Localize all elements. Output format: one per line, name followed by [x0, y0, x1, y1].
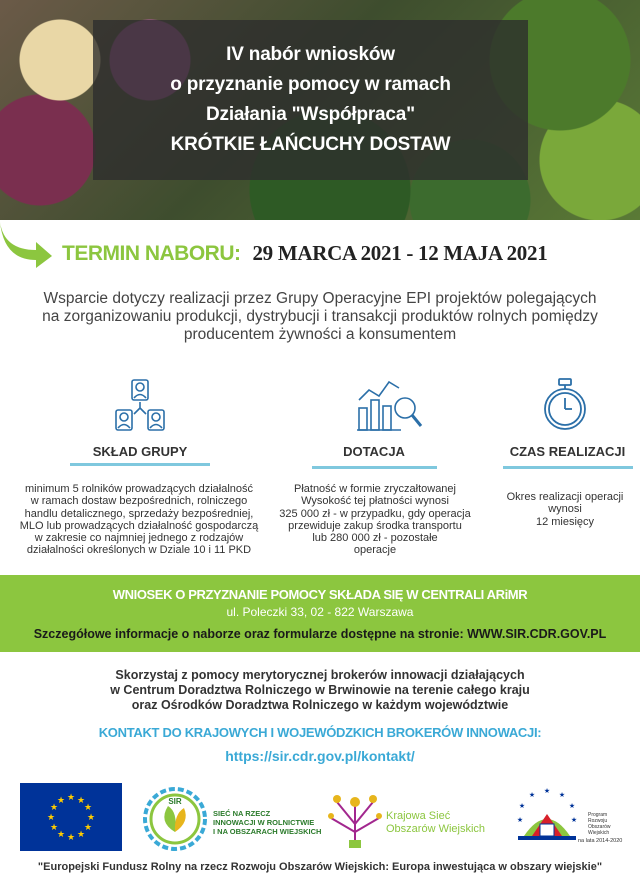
- prow-logo-line: Wiejskich: [588, 830, 610, 836]
- svg-text:★: ★: [543, 787, 551, 795]
- green-arrow-icon: [0, 220, 52, 268]
- svg-text:★: ★: [56, 830, 66, 840]
- sir-logo: [138, 782, 212, 856]
- column-text-line: w ramach dostaw bezpośrednich, rolniczego: [30, 495, 248, 508]
- column-text-line: Okres realizacji operacji: [506, 491, 624, 503]
- term-dates: 29 MARCA 2021 - 12 MAJA 2021: [252, 241, 548, 265]
- chart-magnifier-icon: [355, 378, 423, 434]
- prow-logo-line: Program: [588, 812, 608, 818]
- hero-title-line: o przyznanie pomocy w ramach: [170, 74, 451, 95]
- prow-logo: [510, 784, 584, 846]
- column-text-line: działalności określonych w Dziale 10 i 11 PKD: [26, 544, 252, 557]
- column-divider: [503, 466, 633, 469]
- column-text-grant: [275, 483, 475, 557]
- svg-text:★: ★: [66, 793, 76, 803]
- sir-logo-line: SIEĆ NA RZECZ: [213, 809, 271, 818]
- column-title-time: CZAS REALIZACJI: [509, 444, 626, 459]
- term-label: TERMIN NABORU:: [62, 242, 241, 265]
- hero-title-line: Działania "Współpraca": [206, 104, 415, 125]
- address-text: ul. Poleczki 33, 02 - 822 Warszawa: [226, 605, 414, 619]
- footer-slogan: "Europejski Fundusz Rolny na rzecz Rozwoju Obszarów Wiejskich: Europa inwestująca w obszary wiejskie": [37, 861, 603, 873]
- svg-text:★: ★: [83, 823, 93, 833]
- help-line: oraz Ośrodków Doradztwa Rolniczego w każdym województwie: [131, 698, 509, 712]
- intro-line: producentem żywności a konsumentem: [183, 326, 457, 343]
- intro-line: na zorganizowaniu produkcji, dystrybucji i transakcji produktów rolnych pomiędzy: [42, 308, 598, 325]
- svg-text:★: ★: [86, 813, 96, 823]
- prow-logo-text: [588, 812, 638, 836]
- svg-text:★: ★: [49, 803, 59, 813]
- group-icon: [114, 378, 166, 434]
- column-text-line: handlu detalicznego, sprzedaży bezpośredniej,: [24, 507, 254, 520]
- prow-logo-line: Rozwoju: [588, 818, 608, 824]
- ksow-logo: [325, 784, 385, 850]
- column-divider: [312, 466, 437, 469]
- ksow-logo-line: Obszarów Wiejskich: [386, 823, 486, 835]
- column-text-line: w zakresie co najmniej jednego z rodzajów: [34, 532, 244, 545]
- prow-logo-line: Obszarów: [588, 824, 611, 830]
- sir-logo-line: I NA OBSZARACH WIEJSKICH: [213, 827, 322, 836]
- column-text-line: wynosi: [548, 503, 582, 516]
- help-line: Skorzystaj z pomocy merytorycznej brokerów innowacji działających: [115, 668, 525, 682]
- svg-text:★: ★: [76, 796, 86, 806]
- column-text-line: przewiduje zakup środka transportu: [288, 519, 462, 532]
- hero-title-box: [93, 20, 528, 180]
- help-line: w Centrum Doradztwa Rolniczego w Brwinowie na terenie całego kraju: [110, 683, 530, 697]
- svg-text:★: ★: [56, 796, 66, 806]
- svg-text:★: ★: [528, 791, 536, 799]
- column-divider: [70, 463, 210, 466]
- column-text-line: 325 000 zł - w przypadku, gdy operacja: [279, 507, 471, 520]
- prow-logo-years: na lata 2014-2020: [578, 838, 623, 844]
- svg-text:★: ★: [46, 813, 56, 823]
- intro-line: Wsparcie dotyczy realizacji przez Grupy Operacyjne EPI projektów polegających: [43, 290, 597, 307]
- details-info-text: Szczegółowe informacje o naborze oraz formularze dostępne na stronie: WWW.SIR.CDR.GOV.PL: [33, 627, 607, 641]
- application-heading: WNIOSEK O PRZYZNANIE POMOCY SKŁADA SIĘ W CENTRALI ARiMR: [112, 587, 528, 602]
- column-title-group: SKŁAD GRUPY: [92, 444, 188, 459]
- svg-text:★: ★: [558, 791, 566, 799]
- stopwatch-icon: [541, 377, 589, 433]
- hero-title-line: KRÓTKIE ŁAŃCUCHY DOSTAW: [170, 134, 451, 155]
- column-text-line: 12 miesięcy: [535, 515, 595, 528]
- ksow-logo-line: Krajowa Sieć: [386, 810, 451, 822]
- contact-heading: KONTAKT DO KRAJOWYCH I WOJEWÓDZKICH BROKERÓW INNOWACJI:: [98, 725, 542, 740]
- column-text-line: minimum 5 rolników prowadzących działalność: [24, 483, 254, 495]
- hero-image: [0, 0, 640, 220]
- svg-text:★: ★: [49, 823, 59, 833]
- column-text-time: [495, 491, 635, 528]
- sir-logo-line: INNOWACJI W ROLNICTWIE: [213, 818, 315, 827]
- svg-text:★: ★: [518, 802, 526, 810]
- svg-text:★: ★: [66, 833, 76, 843]
- sir-badge: SIR: [168, 797, 182, 806]
- column-text-group: [8, 483, 270, 557]
- help-text: [40, 668, 600, 713]
- column-title-grant: DOTACJA: [343, 444, 405, 459]
- term-heading: [62, 241, 622, 271]
- hero-title-line: IV nabór wniosków: [226, 44, 395, 65]
- intro-text: [20, 290, 620, 344]
- column-text-line: Płatność w formie zryczałtowanej: [293, 483, 456, 495]
- svg-text:★: ★: [516, 816, 524, 824]
- svg-text:★: ★: [83, 803, 93, 813]
- svg-text:★: ★: [76, 830, 86, 840]
- ksow-logo-text: [386, 810, 496, 836]
- sir-logo-text: [213, 809, 323, 836]
- column-text-line: lub 280 000 zł - pozostałe: [312, 532, 438, 545]
- column-text-line: Wysokość tej płatności wynosi: [301, 495, 449, 508]
- svg-text:★: ★: [568, 802, 576, 810]
- eu-flag-logo: [20, 783, 122, 851]
- contact-link[interactable]: https://sir.cdr.gov.pl/kontakt/: [225, 748, 415, 764]
- svg-text:★: ★: [570, 816, 578, 824]
- column-text-line: MLO lub prowadzących działalność gospodarczą: [19, 519, 259, 532]
- column-text-line: operacje: [353, 544, 397, 557]
